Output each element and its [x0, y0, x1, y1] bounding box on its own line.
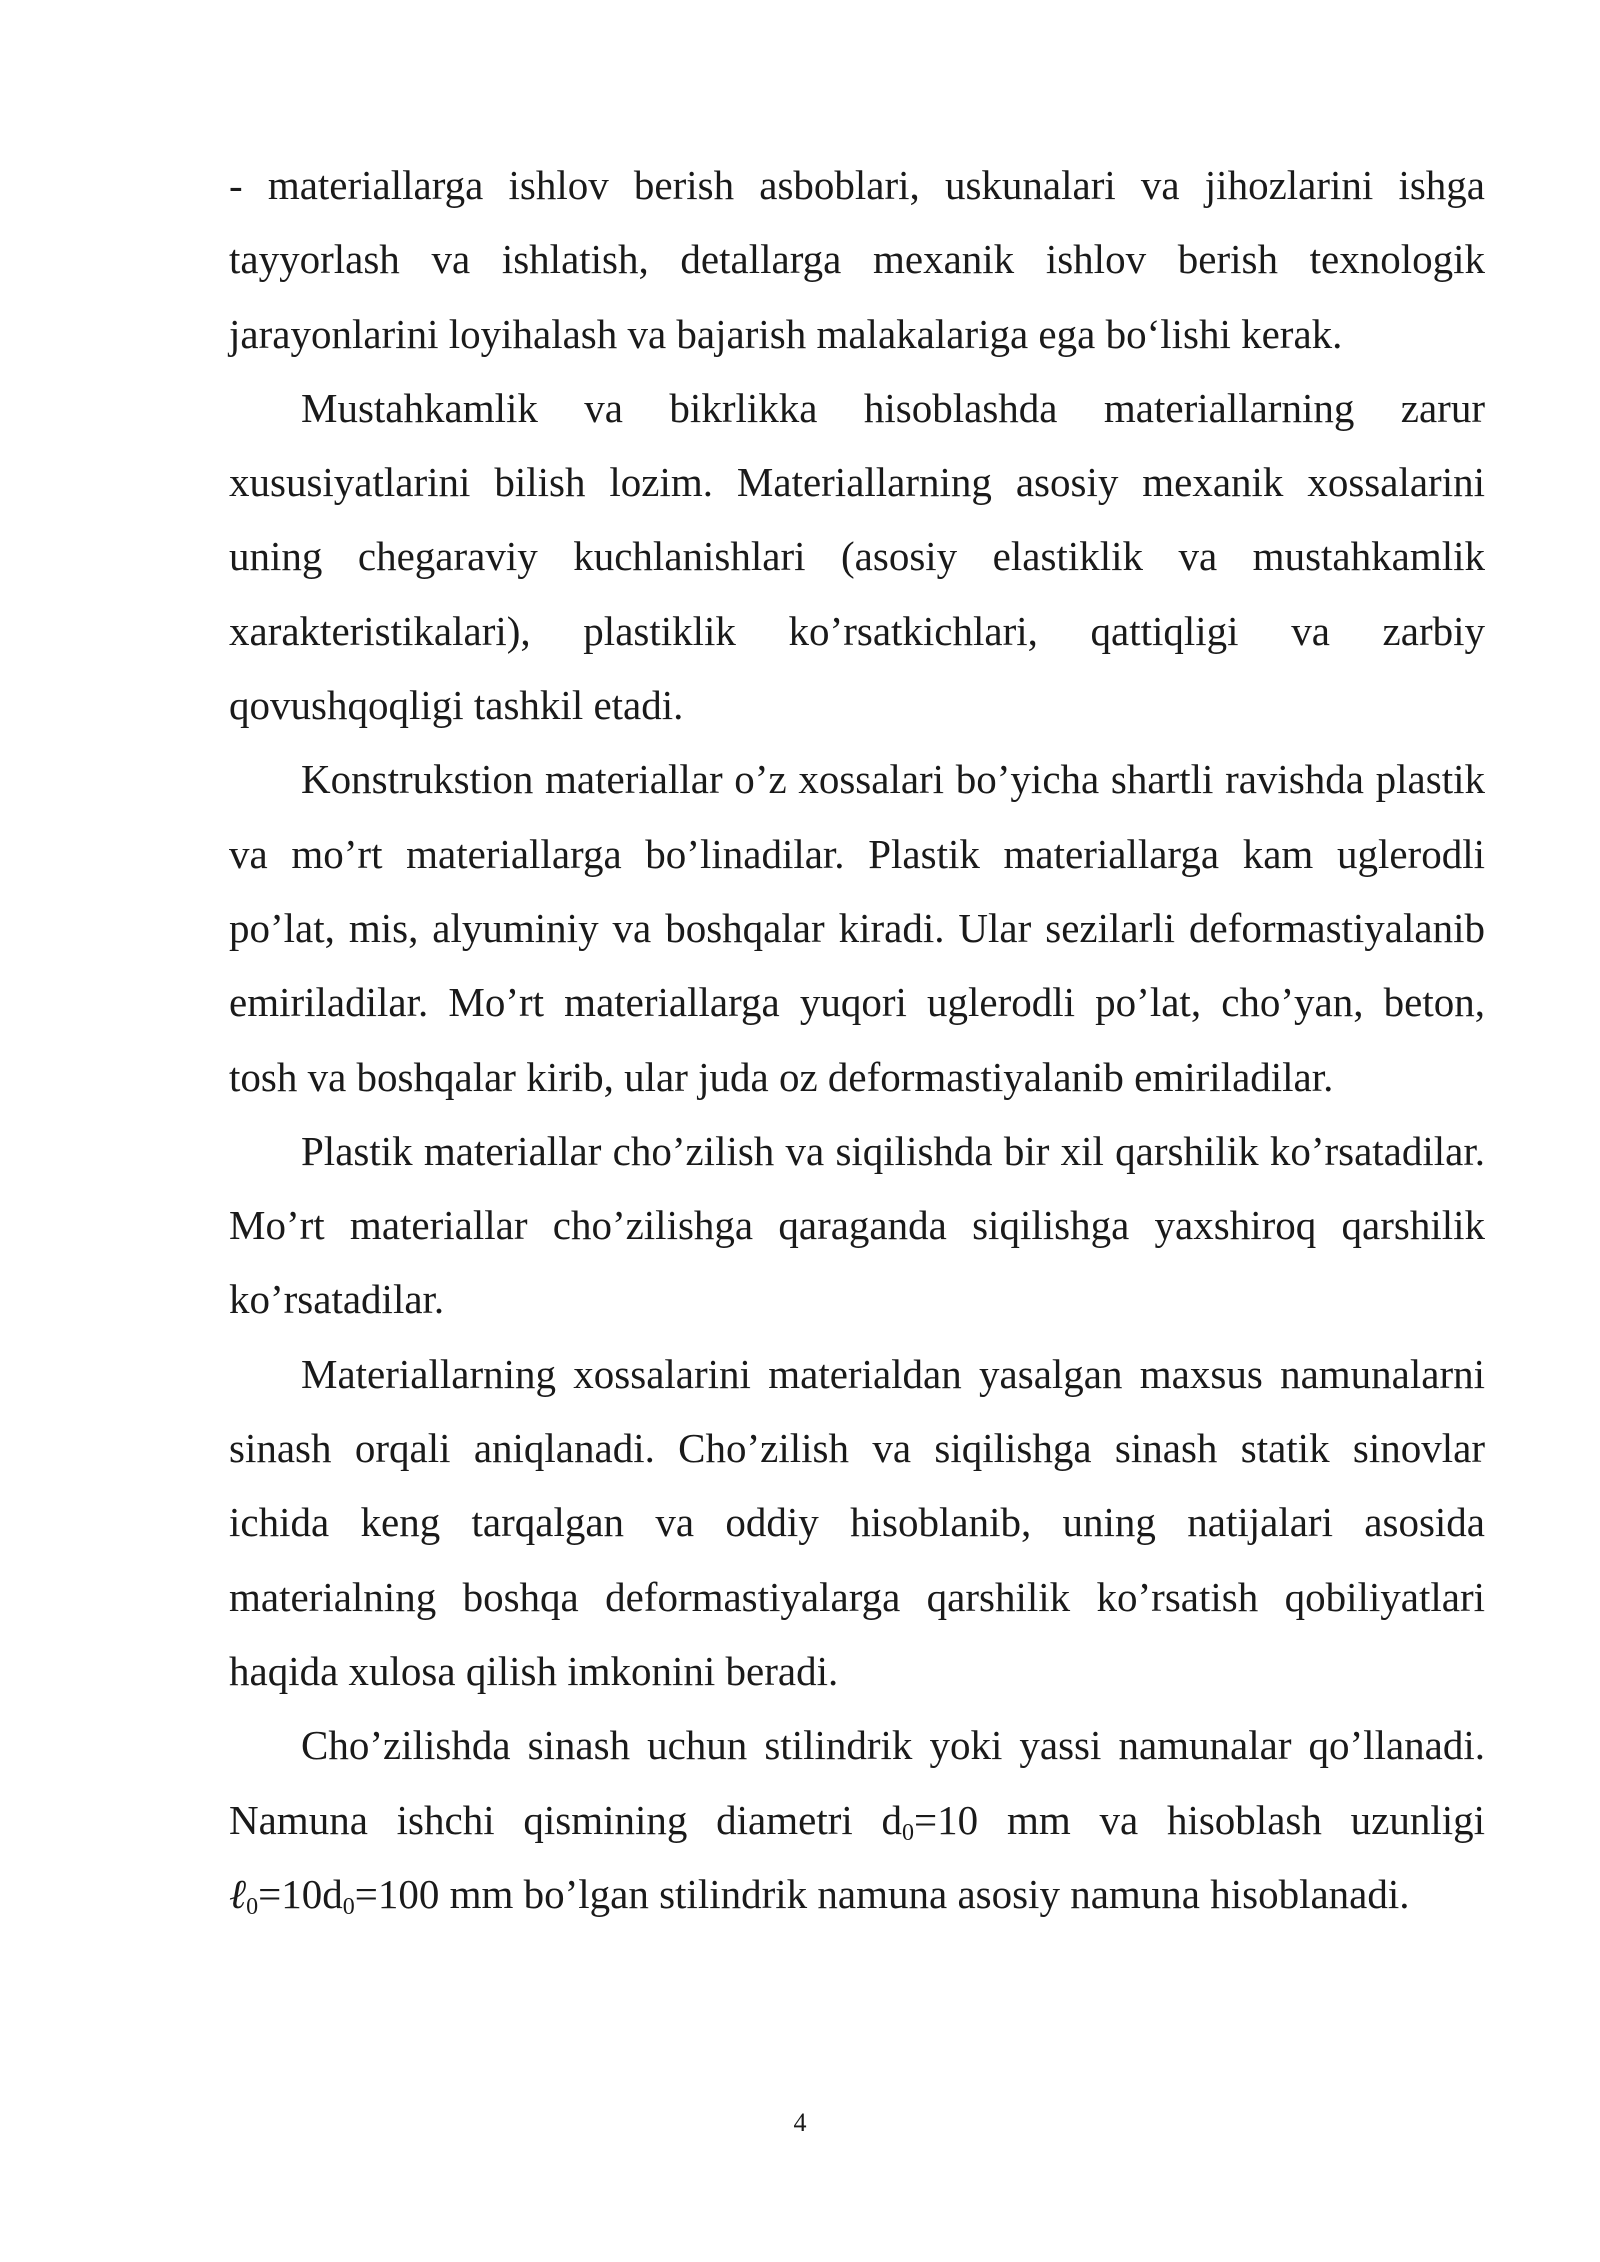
paragraph-2: Mustahkamlik va bikrlikka hisoblashda materiallarning zarur xususiyatlarini bilish lozim. Materiallarning asosiy mexanik xossalarini uning chegaraviy kuchlanishlari (asosiy elastiklik va mustahkamlik xarakteristikalari), plastiklik ko’rsatkichlari, qattiqligi va zarbiy qovushqoqligi tashkil etadi. — [229, 384, 1485, 729]
length-symbol: ℓ — [229, 1869, 247, 1918]
paragraph-1: - materiallarga ishlov berish asboblari, uskunalari va jihozlarini ishga tayyorlash va ishlatish, detallarga mexanik ishlov berish texnologik jarayonlarini loyihalash va bajarish malakalariga ega bo‘lishi kerak. — [229, 162, 1485, 357]
paragraph-6-text-d: =100 mm bo’lgan stilindrik namuna asosiy namuna hisoblanadi. — [354, 1870, 1410, 1917]
paragraph-6 — [229, 1708, 1485, 1931]
paragraph-6-text-b: =10 mm va hisoblash uzunligi — [914, 1796, 1485, 1843]
document-page — [229, 148, 1485, 1931]
paragraph-6-text-c: =10d — [258, 1870, 343, 1917]
subscript-zero: 0 — [902, 1819, 915, 1846]
subscript-zero: 0 — [246, 1893, 259, 1920]
paragraph-4: Plastik materiallar cho’zilish va siqilishda bir xil qarshilik ko’rsatadilar. Mo’rt materiallar cho’zilishga qaraganda siqilishga yaxshiroq qarshilik ko’rsatadilar. — [229, 1127, 1485, 1323]
paragraph-5: Materiallarning xossalarini materialdan yasalgan maxsus namunalarni sinash orqali aniqlanadi. Cho’zilish va siqilishga sinash statik sinovlar ichida keng tarqalgan va oddiy hisoblanib, uning natijalari asosida materialning boshqa deformastiyalarga qarshilik ko’rsatish qobiliyatlari haqida xulosa qilish imkonini beradi. — [229, 1350, 1485, 1694]
paragraph-6-text-a: Cho’zilishda sinash uchun stilindrik yoki yassi namunalar qo’llanadi. Namuna ishchi qismining diametri d — [229, 1722, 1485, 1843]
paragraph-3: Konstrukstion materiallar o’z xossalari bo’yicha shartli ravishda plastik va mo’rt materiallarga bo’linadilar. Plastik materiallarga kam uglerodli po’lat, mis, alyuminiy va boshqalar kiradi. Ular sezilarli deformastiyalanib emiriladilar. Mo’rt materiallarga yuqori uglerodli po’lat, cho’yan, beton, tosh va boshqalar kirib, ular juda oz deformastiyalanib emiriladilar. — [229, 756, 1485, 1100]
subscript-zero: 0 — [342, 1893, 355, 1920]
page-number: 4 — [793, 2108, 807, 2137]
